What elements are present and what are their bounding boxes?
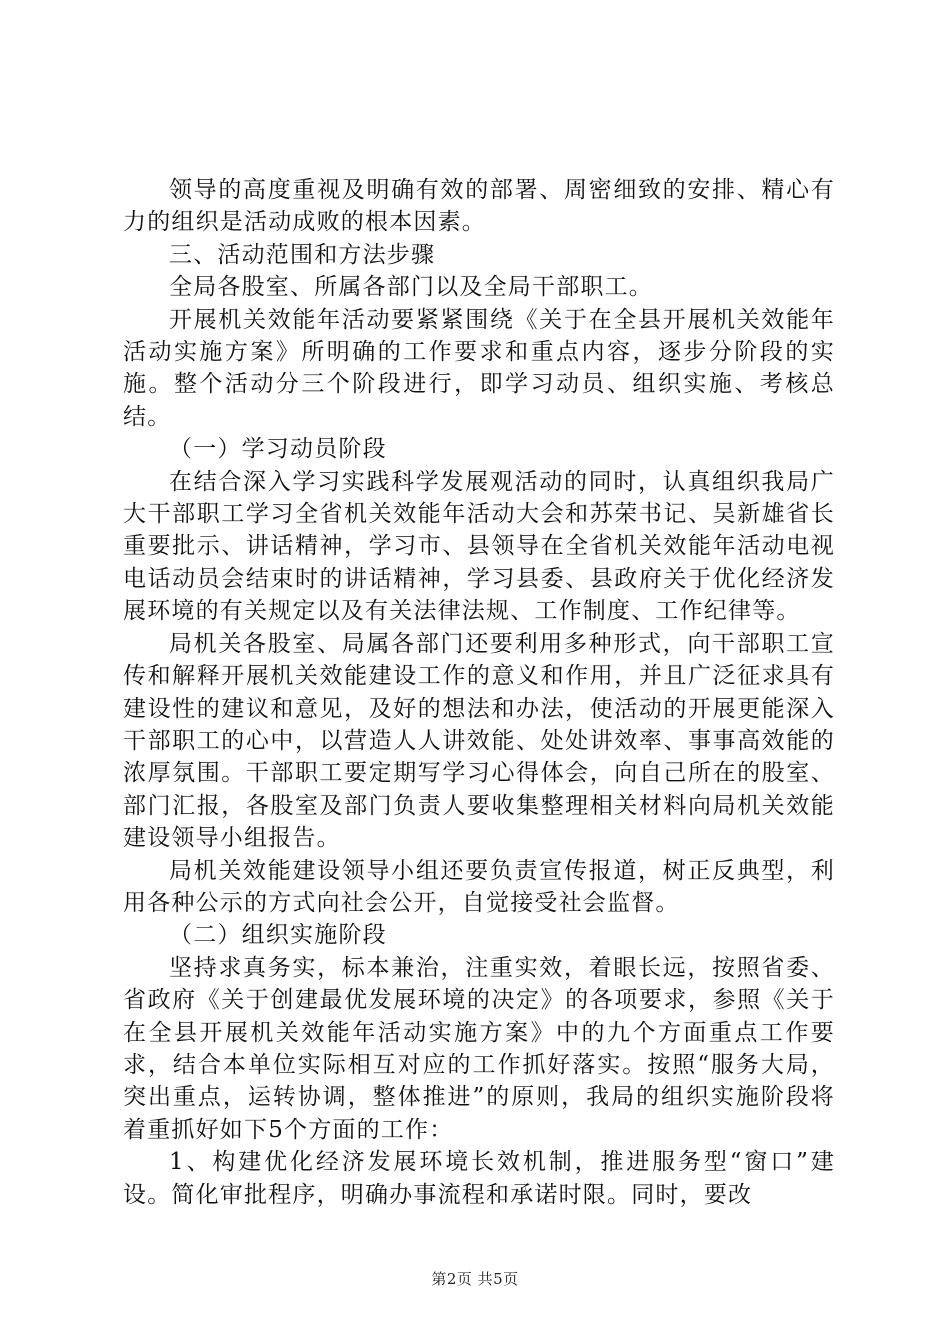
- document-body: [123, 174, 835, 1211]
- section-heading-scope-and-steps: 三、活动范围和方法步骤: [169, 241, 436, 268]
- paragraph-implementation-principles: 坚持求真务实，标本兼治，注重实效，着眼长远，按照省委、省政府《关于创建最优发展环境的决定》的各项要求，参照《关于在全县开展机关效能年活动实施方案》中的九个方面重点工作要求，结合本单位实际相互对应的工作抓好落实。按照“服务大局，突出重点，运转协调，整体推进”的原则，我局的组织实施阶段将着重抓好如下5个方面的工作：: [123, 954, 835, 1143]
- paragraph-supervision: 局机关效能建设领导小组还要负责宣传报道，树正反典型，利用各种公示的方式向社会公开，自觉接受社会监督。: [123, 857, 835, 916]
- paragraph-publicity: 局机关各股室、局属各部门还要利用多种形式，向干部职工宣传和解释开展机关效能建设工作的意义和作用，并且广泛征求具有建设性的建议和意见，及好的想法和办法，使活动的开展更能深入干部职工的心中，以营造人人讲效能、处处讲效率、事事高效能的浓厚氛围。干部职工要定期写学习心得体会，向自己所在的股室、部门汇报，各股室及部门负责人要收集整理相关材料向局机关效能建设领导小组报告。: [123, 630, 835, 852]
- subheading-implementation: （二）组织实施阶段: [169, 922, 387, 949]
- paragraph-leadership: 领导的高度重视及明确有效的部署、周密细致的安排、精心有力的组织是活动成败的根本因素。: [123, 177, 835, 236]
- paragraph-scope: 全局各股室、所属各部门以及全局干部职工。: [169, 274, 653, 301]
- paragraph-phases-overview: 开展机关效能年活动要紧紧围绕《关于在全县开展机关效能年活动实施方案》所明确的工作要求和重点内容，逐步分阶段的实施。整个活动分三个阶段进行，即学习动员、组织实施、考核总结。: [123, 306, 835, 430]
- list-item-1: 1、构建优化经济发展环境长效机制，推进服务型“窗口”建设。简化审批程序，明确办事流程和承诺时限。同时，要改: [123, 1149, 835, 1208]
- page-number-footer: 第2页 共5页: [431, 1270, 519, 1288]
- paragraph-study-content: 在结合深入学习实践科学发展观活动的同时，认真组织我局广大干部职工学习全省机关效能年活动大会和苏荣书记、吴新雄省长重要批示、讲话精神，学习市、县领导在全省机关效能年活动电视电话动员会结束时的讲话精神，学习县委、县政府关于优化经济发展环境的有关规定以及有关法律法规、工作制度、工作纪律等。: [123, 468, 835, 625]
- subheading-study-mobilization: （一）学习动员阶段: [169, 436, 387, 463]
